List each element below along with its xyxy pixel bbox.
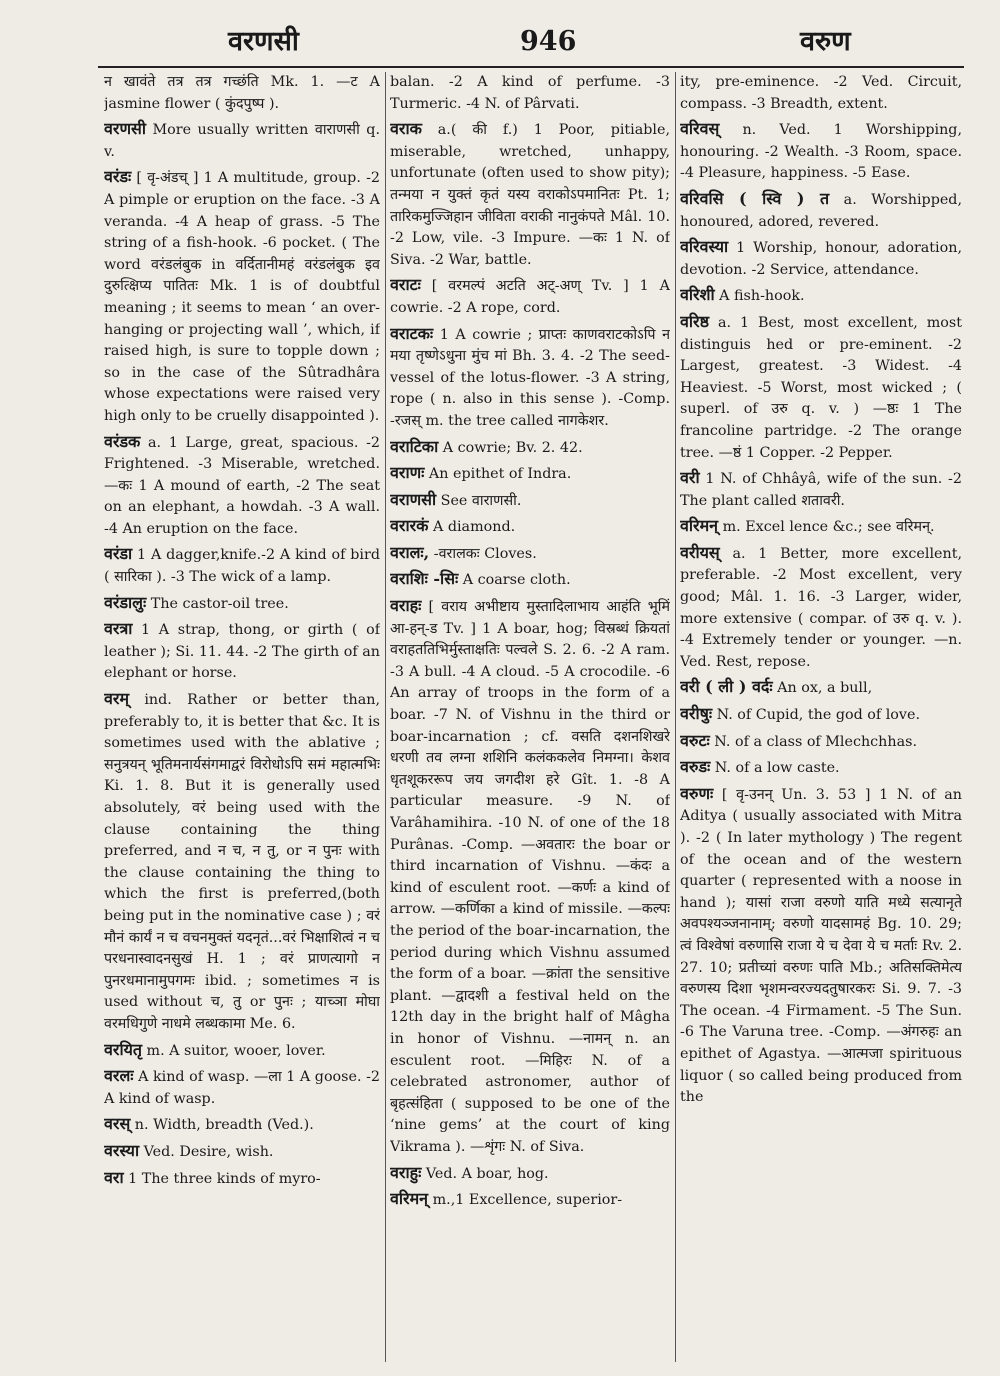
dictionary-entry	[104, 1167, 380, 1191]
entry-definition: न खावंते तत्र तत्र गच्छंति Mk. 1. —ट A jasmine flower ( कुंदपुष्प ).	[104, 74, 380, 112]
entry-definition: 1 A dagger,knife.-2 A kind of bird ( सारिका ). -3 The wick of a lamp.	[104, 547, 380, 586]
column-divider	[385, 72, 386, 1362]
dictionary-entry	[390, 595, 670, 1158]
entry-definition: a. 1 Better, more excellent, preferable. -2 Most excellent, very good; Mâl. 1. 16. -3 Larger, wider, more extensive ( compar. of उरु q. v. ). -4 Extremely tender or younger. —n. Ved. Rest, repose.	[680, 545, 962, 670]
entry-headword: वरंडः	[104, 167, 132, 187]
entry-headword: वरस्	[104, 1114, 131, 1134]
header-rule	[98, 66, 964, 68]
dictionary-entry	[390, 323, 670, 433]
entry-definition: Ved. A boar, hog.	[421, 1165, 549, 1182]
dictionary-entry	[680, 676, 962, 700]
entry-headword: वराक	[390, 119, 422, 139]
dictionary-entry	[104, 1039, 380, 1063]
entry-definition: 1 Worship, honour, adoration, devotion. -2 Service, attendance.	[680, 240, 962, 278]
entry-definition: A coarse cloth.	[458, 572, 571, 589]
entry-definition: More usually written वाराणसी q. v.	[104, 122, 380, 160]
dictionary-entry	[680, 467, 962, 512]
entry-definition: a. 1 Large, great, spacious. -2 Frightened. -3 Miserable, wretched. —कः 1 A mound of earth, -2 The seat on an elephant, a howdah. -3 A wall. -4 An eruption on the face.	[104, 434, 380, 537]
dictionary-entry	[680, 515, 962, 539]
dictionary-entry	[390, 118, 670, 271]
entry-definition: m. Excel lence &c.; see वरिमन्.	[718, 519, 935, 536]
entry-definition: balan. -2 A kind of perfume. -3 Turmeric. -4 N. of Pârvati.	[390, 74, 670, 112]
page-header	[0, 22, 1000, 62]
entry-headword: वरिमन्	[680, 516, 719, 536]
entry-headword: वरत्रा	[104, 619, 133, 639]
dictionary-entry	[680, 730, 962, 754]
dictionary-entry	[680, 542, 962, 674]
entry-definition: N. of a class of Mlechchhas.	[709, 733, 917, 750]
entry-headword: वरयितृ	[104, 1039, 142, 1059]
entry-definition: A diamond.	[428, 519, 516, 536]
entry-headword: वराणसी	[390, 489, 437, 509]
dictionary-entry	[104, 688, 380, 1036]
entry-definition: An epithet of Indra.	[424, 466, 572, 483]
header-right-guide-word: वरुण	[800, 26, 851, 57]
dictionary-entry	[104, 1113, 380, 1137]
dictionary-entry	[680, 311, 962, 464]
column-divider	[675, 72, 676, 1362]
entry-definition: The castor-oil tree.	[146, 595, 289, 612]
entry-definition: Ved. Desire, wish.	[139, 1143, 274, 1160]
entry-headword: वराहुः	[390, 1162, 422, 1182]
entry-definition: [ वृ-अंडच् ] 1 A multitude, group. -2 A pimple or eruption on the face. -3 A veranda. -4 A heap of grass. -5 The string of a fish-hook. -6 pocket. ( The word वरंडलंबुक in वर्दितानीमहं वरंडलंबुक इव दुरुत्क्षिप्य पातितः Mk. 1 is of doubtful meaning ; it seems to mean ‘ an over-hanging or projecting wall ’, which, if raised high, is sure to topple down ; so in the case of the Sûtradhâra whose expectations were raised very high only to be cruelly disappointed ).	[104, 170, 380, 424]
entry-definition: ity, pre-eminence. -2 Ved. Circuit, compass. -3 Breadth, extent.	[680, 74, 962, 112]
entry-headword: वरी	[680, 468, 700, 488]
dictionary-entry	[390, 436, 670, 460]
entry-definition: A fish-hook.	[714, 288, 805, 305]
entry-definition: m. A suitor, wooer, lover.	[141, 1042, 326, 1059]
dictionary-entry	[390, 72, 670, 115]
entry-headword: वराटिका	[390, 436, 439, 456]
entry-definition: See वाराणसी.	[436, 492, 522, 509]
entry-definition: n. Ved. 1 Worshipping, honouring. -2 Wealth. -3 Room, space. -4 Pleasure, happiness. -5 Ease.	[680, 122, 962, 182]
column-2	[390, 72, 670, 1362]
entry-definition: n. Width, breadth (Ved.).	[130, 1117, 314, 1134]
dictionary-entry	[390, 489, 670, 513]
dictionary-entry	[390, 542, 670, 566]
dictionary-entry	[104, 1140, 380, 1164]
dictionary-entry	[390, 515, 670, 539]
dictionary-entry	[104, 592, 380, 616]
entry-headword: वरंडा	[104, 544, 133, 564]
entry-headword: वरुटः	[680, 730, 710, 750]
entry-headword: वरीषुः	[680, 704, 713, 724]
entry-headword: वरी ( ली ) वर्दः	[680, 677, 773, 697]
entry-headword: वराशिः -सिः	[390, 569, 459, 589]
dictionary-entry	[680, 188, 962, 233]
dictionary-entry	[104, 543, 380, 588]
entry-headword: वरिवसि ( स्वि ) त	[680, 188, 830, 208]
entry-definition: a.( की f.) 1 Poor, pitiable, miserable, wretched, unhappy, unfortunate (often used to show pity); तन्मया न युक्तं कृतं यस्य वराकोऽपमानितः Pt. 1; तारिकमुज्जिहान जीविता वराकी नानुकंपते Mâl. 10. -2 Low, vile. -3 Impure. —कः 1 N. of Siva. -2 War, battle.	[390, 122, 670, 268]
dictionary-entry	[104, 166, 380, 427]
entry-definition: a. 1 Best, most excellent, most distinguis hed or pre-eminent. -2 Largest, greatest. -3 Widest. -4 Heaviest. -5 Worst, most wicked ; ( superl. of उरु q. v. ) —ष्ठः 1 The francoline partridge. -2 The orange tree. —ष्ठं 1 Copper. -2 Pepper.	[680, 314, 962, 461]
entry-headword: वरलः	[104, 1066, 134, 1086]
entry-definition: 1 The three kinds of myro-	[123, 1170, 321, 1187]
entry-definition: N. of Cupid, the god of love.	[712, 707, 920, 724]
dictionary-entry	[680, 236, 962, 281]
dictionary-entry	[390, 462, 670, 486]
entry-headword: वरस्या	[104, 1140, 140, 1160]
dictionary-entry	[104, 431, 380, 541]
entry-headword: वरंडक	[104, 431, 141, 451]
entry-definition: m.,1 Excellence, superior-	[428, 1192, 623, 1209]
entry-headword: वरारकं	[390, 516, 429, 536]
page-number: 946	[520, 26, 577, 57]
entry-definition: [ वराय अभीष्टाय मुस्तादिलाभाय आहंति भूमिं आ-हन्-ड Tv. ] 1 A boar, hog; विस्रब्धं क्रियतां वराहततिभिर्मुस्ताक्षतिः पल्वले S. 2. 6. -2 A ram. -3 A bull. -4 A cloud. -5 A crocodile. -6 An array of troops in the form of a boar. -7 N. of Vishnu in the third or boar-incarnation ; cf. वसति दशनशिखरे धरणी तव लग्ना शशिनि कलंककलेव निमग्ना। केशव धृतशूकररूप जय जगदीश हरे Gît. 1. -8 A particular measure. -9 N. of Varâhamihira. -10 N. of one of the 18 Purânas. -Comp. —अवतारः the boar or third incarnation of Vishnu. —कंदः a kind of esculent root. —कर्णः a kind of arrow. —कर्णिका a kind of missile. —कल्पः the period of the boar-incarnation, the period during which Vishnu assumed the form of a boar. —क्रांता the sensitive plant. —द्वादशी a festival held on the 12th day in the bright half of Mâgha in honor of Vishnu. —नामन् n. an esculent root. —मिहिरः N. of a celebrated astronomer, author of बृहत्संहिता ( supposed to be one of the ‘nine gems’ at the court of king Vikrama ). —शृंगः N. of Siva.	[390, 599, 670, 1155]
dictionary-entry	[390, 568, 670, 592]
entry-headword: वरंडालुः	[104, 592, 147, 612]
entry-headword: वरिष्ठ	[680, 311, 710, 331]
entry-headword: वरालः,	[390, 542, 430, 562]
entry-headword: वराणः	[390, 463, 425, 483]
dictionary-entry	[680, 703, 962, 727]
dictionary-entry	[104, 72, 380, 115]
entry-headword: वरुणः	[680, 783, 714, 803]
entry-headword: वरिमन्	[390, 1189, 429, 1209]
entry-headword: वराहः	[390, 596, 422, 616]
dictionary-entry	[680, 72, 962, 115]
column-3	[680, 72, 962, 1362]
header-left-guide-word: वरणसी	[228, 26, 299, 57]
entry-headword: वराटकः	[390, 323, 434, 343]
entry-headword: वरिशी	[680, 285, 715, 305]
dictionary-entry	[680, 783, 962, 1109]
entry-definition: N. of a low caste.	[710, 760, 840, 777]
dictionary-entry	[104, 618, 380, 685]
entry-headword: वरम्	[104, 689, 130, 709]
entry-definition: ind. Rather or better than, preferably to, it is better that &c. It is sometimes used with the ablative ; सनुत्रयन् भूतिमनार्यसंगमाद्वरं विरोधोऽपि समं महात्मभिः Ki. 1. 8. But it is generally used absolutely, वरं being used with the clause containing the thing preferred, and न च, न तु, or न पुनः with the clause containing the thing to which the first is preferred,(both being put in the nominative case ) ; वरं मौनं कार्यं न च वचनमुक्तं यदनृतं...वरं भिक्षाशित्वं न च परधनास्वादनसुखं H. 1 ; वरं प्राणत्यागो न पुनरधमानामुपगमः ibid. ; sometimes न is used without च, तु or पुनः ; याच्ञा मोघा वरमधिगुणे नाधमे लब्धकामा Me. 6.	[104, 692, 380, 1032]
dictionary-entry	[390, 1162, 670, 1186]
dictionary-entry	[104, 118, 380, 163]
entry-definition: 1 A cowrie ; प्राप्तः काणवराटकोऽपि न मया तृष्णेऽधुना मुंच मां Bh. 3. 4. -2 The seed-vessel of the lotus-flower. -3 A string, rope ( n. also in this sense ). -Comp. -रजस् m. the tree called नागकेशर.	[390, 326, 670, 429]
entry-headword: वरिवस्	[680, 119, 720, 139]
entry-definition: 1 N. of Chhâyâ, wife of the sun. -2 The plant called शतावरी.	[680, 471, 962, 509]
dictionary-entry	[680, 118, 962, 185]
entry-headword: वरीयस्	[680, 542, 720, 562]
entry-definition: [ वृ-उनन् Un. 3. 53 ] 1 N. of an Aditya ( usually associated with Mitra ). -2 ( In later mythology ) The regent of the ocean and of the western quarter ( represented with a noose in hand ); यासां राजा वरुणो याति मध्ये सत्यानृते अवपश्यञ्जनानाम्; वरुणो यादसामहं Bg. 10. 29; त्वं विश्वेषां वरुणासि राजा ये च देवा ये च मर्ताः Rv. 2. 27. 10; प्रतीच्यां वरुणः पाति Mb.; अतिसक्तिमेत्य वरुणस्य दिशा भृशमन्वरज्यदतुषारकरः Si. 9. 7. -3 The ocean. -4 Firmament. -5 The Sun. -6 The Varuna tree. -Comp. —अंगरुहः an epithet of Agastya. —आत्मजा spirituous liquor ( so called being produced from the	[680, 786, 962, 1106]
entry-headword: वराटः	[390, 275, 421, 295]
dictionary-entry	[680, 756, 962, 780]
entry-headword: वरिवस्या	[680, 237, 729, 257]
entry-definition: An ox, a bull,	[772, 680, 873, 697]
dictionary-entry	[390, 274, 670, 319]
entry-definition: 1 A strap, thong, or girth ( of leather ); Si. 11. 44. -2 The girth of an elephant or horse.	[104, 622, 380, 682]
entry-definition: A cowrie; Bv. 2. 42.	[438, 439, 583, 456]
dictionary-entry	[680, 284, 962, 308]
column-1	[104, 72, 380, 1362]
entry-headword: वरणसी	[104, 119, 146, 139]
entry-definition: [ वरमल्पं अटति अट्-अण् Tv. ] 1 A cowrie. -2 A rope, cord.	[390, 278, 670, 316]
entry-headword: वरा	[104, 1167, 124, 1187]
entry-definition: a. Worshipped, honoured, adored, revered.	[680, 191, 962, 230]
entry-definition: A kind of wasp. —ला 1 A goose. -2 A kind of wasp.	[104, 1069, 380, 1107]
entry-headword: वरुडः	[680, 757, 711, 777]
dictionary-entry	[104, 1065, 380, 1110]
entry-definition: -वरालकः Cloves.	[429, 545, 537, 562]
dictionary-entry	[390, 1188, 670, 1212]
